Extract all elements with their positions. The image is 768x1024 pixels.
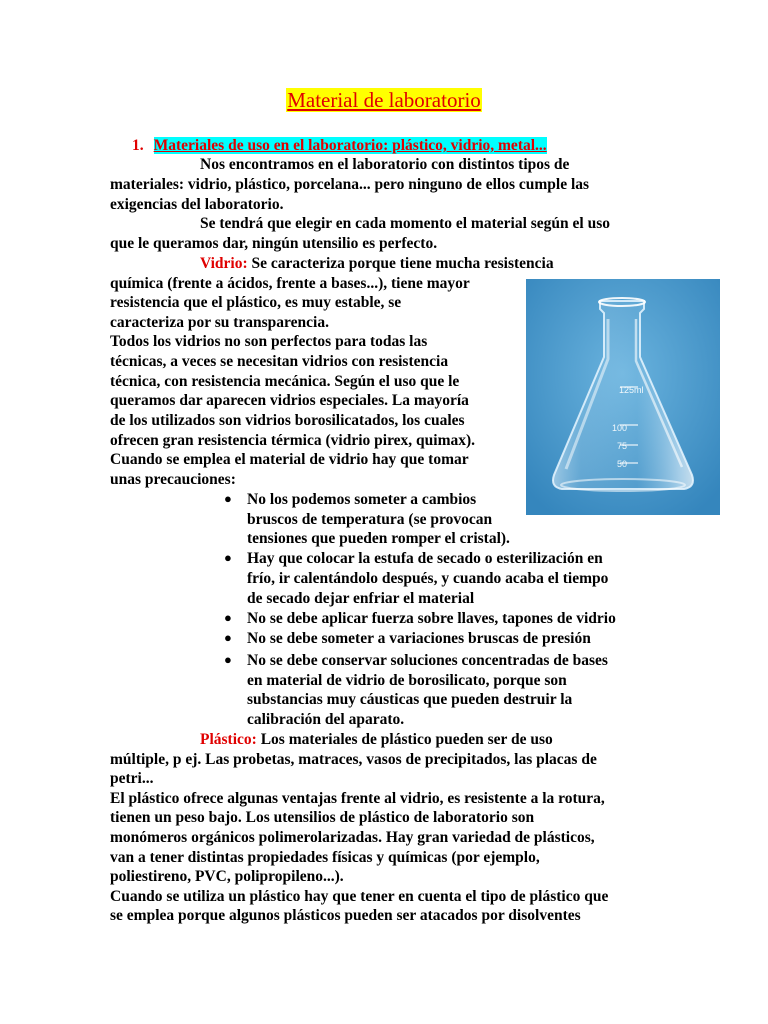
plastico-label: Plástico: bbox=[200, 731, 257, 748]
list-item: No se debe someter a variaciones bruscas de presión bbox=[247, 630, 591, 647]
bullet-icon: ● bbox=[224, 491, 232, 506]
text-line: de los utilizados son vidrios borosilicatados, los cuales bbox=[110, 412, 465, 429]
text-line: química (frente a ácidos, frente a bases...), tiene mayor bbox=[110, 275, 470, 292]
list-item: No se debe aplicar fuerza sobre llaves, tapones de vidrio bbox=[247, 610, 616, 627]
text-line: Se caracteriza porque tiene mucha resistencia bbox=[251, 255, 554, 272]
text-line: Nos encontramos en el laboratorio con distintos tipos de bbox=[200, 156, 570, 173]
text-line: van a tener distintas propiedades físicas y químicas (por ejemplo, bbox=[110, 849, 540, 866]
text-line: tienen un peso bajo. Los utensilios de plástico de laboratorio son bbox=[110, 809, 535, 826]
list-item: bruscos de temperatura (se provocan bbox=[247, 511, 493, 528]
bullet-icon: ● bbox=[224, 610, 232, 625]
text-line: exigencias del laboratorio. bbox=[110, 196, 284, 213]
flask-marking: 100 bbox=[612, 423, 628, 433]
plastico-paragraph-line bbox=[200, 730, 553, 750]
list-item: de secado dejar enfriar el material bbox=[247, 590, 475, 607]
vidrio-paragraph-line bbox=[200, 254, 554, 274]
vidrio-label: Vidrio: bbox=[200, 255, 248, 272]
text-line: unas precauciones: bbox=[110, 471, 236, 488]
list-item: calibración del aparato. bbox=[247, 711, 405, 728]
text-line: Cuando se emplea el material de vidrio hay que tomar bbox=[110, 451, 469, 468]
text-line: ofrecen gran resistencia térmica (vidrio pirex, quimax). bbox=[110, 432, 476, 449]
text-line: queramos dar aparecen vidrios especiales. La mayoría bbox=[110, 392, 469, 409]
bullet-icon: ● bbox=[224, 550, 232, 565]
text-line: Los materiales de plástico pueden ser de uso bbox=[260, 731, 553, 748]
text-line: Cuando se utiliza un plástico hay que tener en cuenta el tipo de plástico que bbox=[110, 888, 609, 905]
flask-marking: 125ml bbox=[619, 385, 644, 395]
section-heading-text: Materiales de uso en el laboratorio: plástico, vidrio, metal... bbox=[153, 137, 547, 154]
text-line: materiales: vidrio, plástico, porcelana... pero ninguno de ellos cumple las bbox=[110, 176, 590, 193]
text-line: caracteriza por su transparencia. bbox=[110, 314, 329, 331]
erlenmeyer-flask-photo bbox=[526, 279, 720, 515]
bullet-icon: ● bbox=[224, 630, 232, 645]
text-line: resistencia que el plástico, es muy estable, se bbox=[110, 294, 402, 311]
list-item: substancias muy cáusticas que pueden destruir la bbox=[247, 691, 573, 708]
page-title-text: Material de laboratorio bbox=[287, 88, 481, 112]
text-line: se emplea porque algunos plásticos pueden ser atacados por disolventes bbox=[110, 907, 581, 924]
text-line: petri... bbox=[110, 770, 154, 787]
list-item: tensiones que pueden romper el cristal). bbox=[247, 530, 510, 547]
text-line: El plástico ofrece algunas ventajas frente al vidrio, es resistente a la rotura, bbox=[110, 790, 605, 807]
list-item: Hay que colocar la estufa de secado o esterilización en bbox=[247, 550, 603, 567]
text-line: técnicas, a veces se necesitan vidrios con resistencia bbox=[110, 353, 449, 370]
text-line: poliestireno, PVC, polipropileno...). bbox=[110, 868, 344, 885]
list-item: No se debe conservar soluciones concentradas de bases bbox=[247, 652, 608, 669]
text-line: múltiple, p ej. Las probetas, matraces, vasos de precipitados, las placas de bbox=[110, 751, 597, 768]
flask-marking: 75 bbox=[617, 441, 628, 451]
list-item: en material de vidrio de borosilicato, porque son bbox=[247, 672, 567, 689]
page-title bbox=[0, 88, 768, 113]
section-number: 1. bbox=[132, 137, 144, 154]
flask-marking: 50 bbox=[617, 459, 628, 469]
section-heading bbox=[132, 137, 547, 155]
bullet-icon: ● bbox=[224, 652, 232, 667]
text-line: monómeros orgánicos polimerolarizadas. Hay gran variedad de plásticos, bbox=[110, 829, 595, 846]
text-line: que le queramos dar, ningún utensilio es perfecto. bbox=[110, 235, 438, 252]
text-line: Todos los vidrios no son perfectos para todas las bbox=[110, 333, 428, 350]
text-line: técnica, con resistencia mecánica. Según el uso que le bbox=[110, 373, 460, 390]
text-line: Se tendrá que elegir en cada momento el material según el uso bbox=[200, 215, 610, 232]
list-item: frío, ir calentándolo después, y cuando acaba el tiempo bbox=[247, 570, 609, 587]
list-item: No los podemos someter a cambios bbox=[247, 491, 477, 508]
